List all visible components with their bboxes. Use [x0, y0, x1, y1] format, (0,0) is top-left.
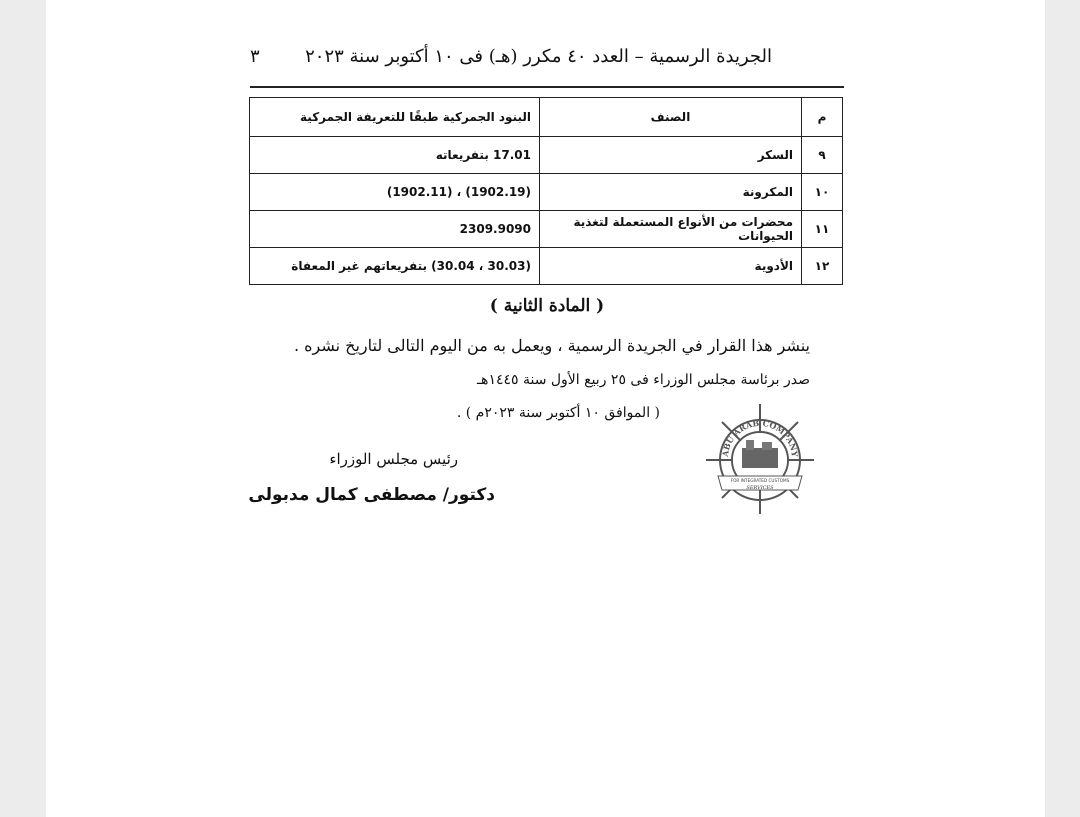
corresponding-date-line: ( الموافق ١٠ أكتوبر سنة ٢٠٢٣م ) .: [456, 405, 660, 421]
stamp-ribbon-text: SERVICES: [746, 485, 774, 491]
signatory-title: رئيس مجلس الوزراء: [329, 450, 458, 468]
row-tariff: (30.03 ، 30.04) بتفريعاتهم غير المعفاة: [250, 248, 540, 285]
row-category: الأدوية: [540, 248, 802, 285]
row-tariff: 17.01 بتفريعاته: [250, 137, 540, 174]
table-row: [250, 248, 843, 285]
company-stamp-logo: [702, 400, 818, 518]
row-tariff: 2309.9090: [250, 211, 540, 248]
row-number: ١١: [802, 211, 843, 248]
table-row: [250, 174, 843, 211]
article-heading: ( المادة الثانية ): [489, 296, 605, 316]
header-rule: [250, 86, 844, 88]
table-row: [250, 211, 843, 248]
row-category: محضرات من الأنواع المستعملة لتغذية الحيوانات: [540, 211, 802, 248]
row-category: السكر: [540, 137, 802, 174]
column-header-tariff: البنود الجمركية طبقًا للتعريفة الجمركية: [250, 98, 540, 137]
gazette-title: الجريدة الرسمية – العدد ٤٠ مكرر (هـ) فى ١٠ أكتوبر سنة ٢٠٢٣: [305, 46, 772, 67]
page-header: [250, 46, 772, 76]
row-number: ١٢: [802, 248, 843, 285]
row-number: ٩: [802, 137, 843, 174]
row-tariff: (1902.19) ، (1902.11): [250, 174, 540, 211]
stamp-top-text: ABU ARAB COMPANY: [719, 417, 801, 458]
row-number: ١٠: [802, 174, 843, 211]
issued-line: صدر برئاسة مجلس الوزراء فى ٢٥ ربيع الأول سنة ١٤٤٥هـ: [476, 372, 810, 388]
column-header-category: الصنف: [540, 98, 802, 137]
table-header-row: [250, 98, 843, 137]
signatory-name: دكتور/ مصطفى كمال مدبولى: [248, 485, 495, 505]
publication-paragraph: ينشر هذا القرار في الجريدة الرسمية ، ويعمل به من اليوم التالى لتاريخ نشره .: [293, 336, 810, 355]
stamp-bottom-text: FOR INTEGRATED CUSTOMS: [730, 478, 790, 483]
page-number: ٣: [250, 46, 260, 67]
tariff-table: [249, 97, 843, 285]
row-category: المكرونة: [540, 174, 802, 211]
table-row: [250, 137, 843, 174]
column-header-num: م: [802, 98, 843, 137]
